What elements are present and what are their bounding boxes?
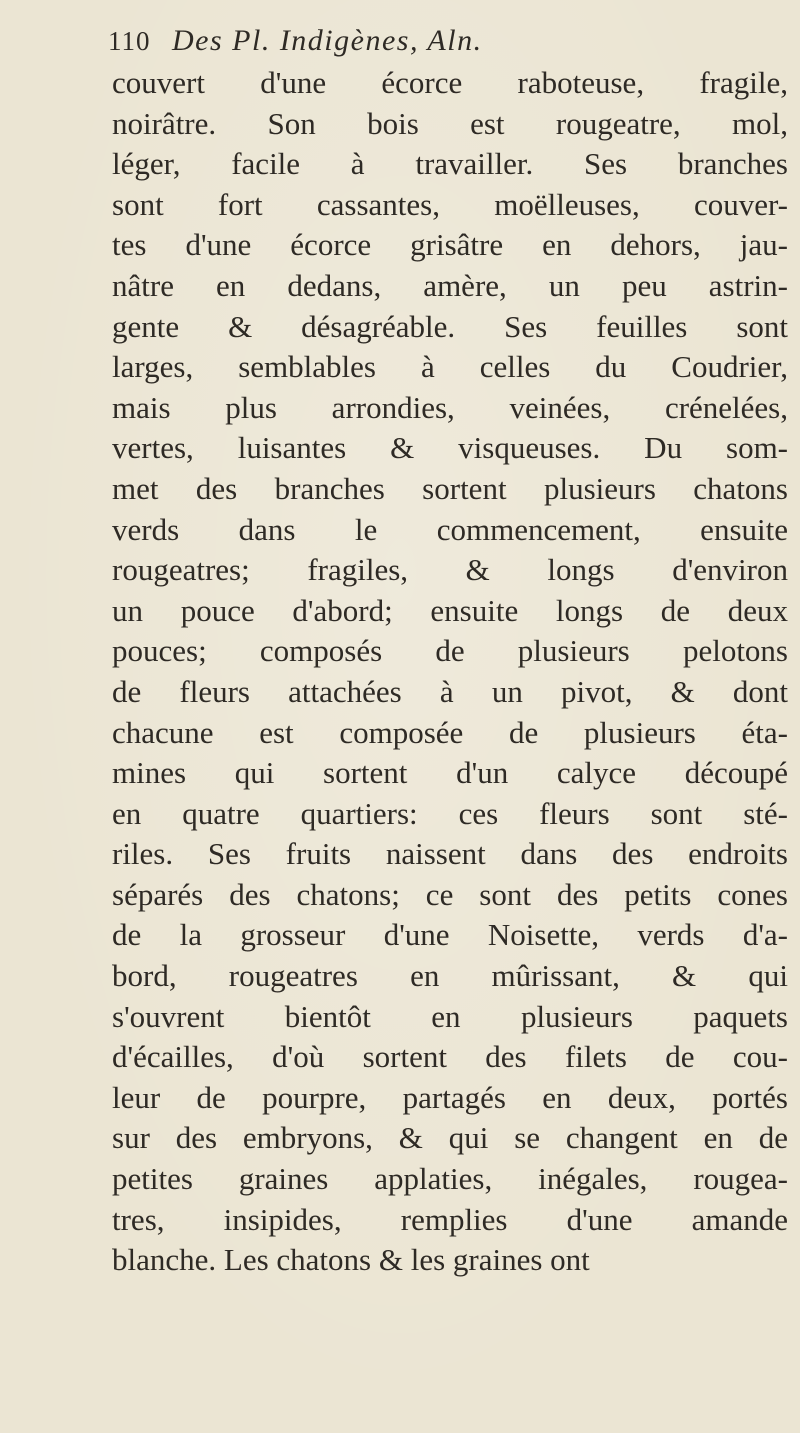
text-line: bord, rougeatres en mûrissant, & qui	[112, 958, 788, 994]
text-line: mines qui sortent d'un calyce découpé	[112, 755, 788, 791]
text-line: nâtre en dedans, amère, un peu astrin-	[112, 267, 788, 303]
text-line: couvert d'une écorce raboteuse, fragile,	[112, 65, 788, 100]
text-line: sur des embryons, & qui se changent en de	[112, 1120, 788, 1156]
text-line: en quatre quartiers: ces fleurs sont sté-	[112, 795, 788, 831]
text-line: sont fort cassantes, moëlleuses, couver-	[112, 186, 788, 222]
text-line: de fleurs attachées à un pivot, & dont	[112, 673, 788, 709]
text-line: pouces; composés de plusieurs pelotons	[112, 633, 788, 669]
text-line: larges, semblables à celles du Coudrier,	[112, 349, 788, 385]
text-line: séparés des chatons; ce sont des petits cones	[112, 876, 788, 912]
text-line: rougeatres; fragiles, & longs d'environ	[112, 552, 788, 588]
text-line: s'ouvrent bientôt en plusieurs paquets	[112, 998, 788, 1034]
text-line: blanche. Les chatons & les graines ont	[112, 1242, 590, 1278]
text-line: noirâtre. Son bois est rougeatre, mol,	[112, 105, 788, 141]
text-line: tes d'une écorce grisâtre en dehors, jau-	[112, 227, 788, 263]
text-line: d'écailles, d'où sortent des filets de cou-	[112, 1039, 788, 1075]
text-line: léger, facile à travailler. Ses branches	[112, 146, 788, 182]
text-line: un pouce d'abord; ensuite longs de deux	[112, 592, 788, 628]
body-text	[112, 63, 792, 1281]
text-line: met des branches sortent plusieurs chatons	[112, 470, 788, 506]
text-line: chacune est composée de plusieurs éta-	[112, 714, 788, 750]
text-line: verds dans le commencement, ensuite	[112, 511, 788, 547]
page-header	[108, 18, 768, 64]
text-line: leur de pourpre, partagés en deux, portés	[112, 1079, 788, 1115]
text-line: petites graines applaties, inégales, rougea-	[112, 1161, 788, 1197]
running-title: Des Pl. Indigènes, Aln.	[172, 24, 483, 57]
text-line: riles. Ses fruits naissent dans des endroits	[112, 836, 788, 872]
page-number: 110	[108, 26, 151, 56]
text-line: vertes, luisantes & visqueuses. Du som-	[112, 430, 788, 466]
text-line: mais plus arrondies, veinées, crénelées,	[112, 389, 788, 425]
text-line: tres, insipides, remplies d'une amande	[112, 1201, 788, 1237]
text-line: de la grosseur d'une Noisette, verds d'a-	[112, 917, 788, 953]
text-line: gente & désagréable. Ses feuilles sont	[112, 308, 788, 344]
